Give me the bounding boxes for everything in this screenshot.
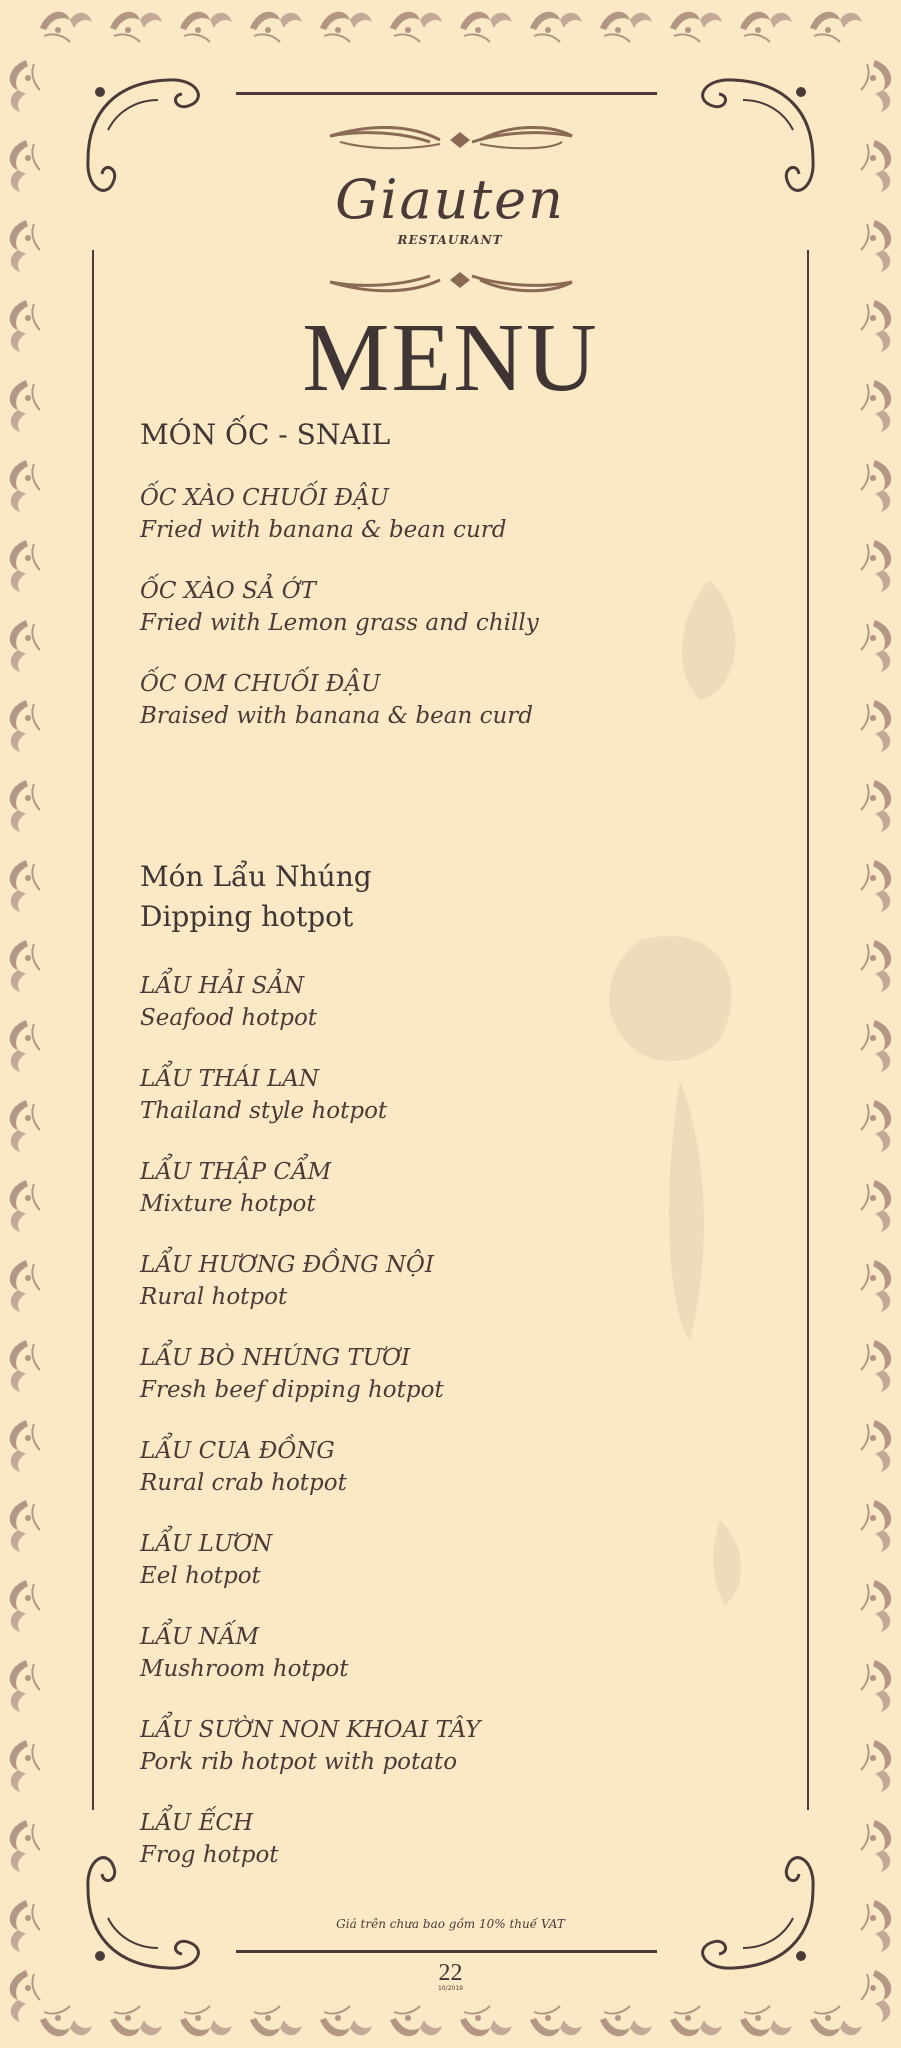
menu-item: [140, 1435, 800, 1499]
logo-top-flourish: [310, 120, 590, 160]
item-name-vi: LẨU LƯƠN: [140, 1531, 273, 1557]
menu-item: [140, 1807, 800, 1871]
top-frame-line: [236, 92, 657, 95]
section-heading-snail: [140, 415, 390, 455]
item-name-vi: LẨU THÁI LAN: [140, 1066, 319, 1092]
page-number: 22: [438, 1960, 463, 1986]
item-name-en: Braised with banana & bean curd: [140, 703, 533, 729]
item-name-vi: ỐC XÀO SẢ ỚT: [140, 578, 316, 604]
menu-item: [140, 1063, 800, 1127]
section-heading-line: Dipping hotpot: [140, 900, 354, 933]
item-name-vi: LẨU HƯƠNG ĐỒNG NỘI: [140, 1252, 434, 1278]
item-name-en: Mixture hotpot: [140, 1191, 316, 1217]
item-name-en: Thailand style hotpot: [140, 1098, 388, 1124]
menu-item: [140, 1528, 800, 1592]
logo-bottom-flourish: [310, 260, 590, 300]
menu-item: [140, 575, 800, 639]
right-frame-line: [807, 250, 809, 1810]
menu-title: MENU: [302, 304, 599, 412]
item-name-vi: LẨU HẢI SẢN: [140, 973, 305, 999]
item-name-en: Fried with banana & bean curd: [140, 517, 507, 543]
item-name-vi: LẨU ẾCH: [140, 1810, 254, 1836]
item-name-vi: LẨU THẬP CẨM: [140, 1159, 332, 1185]
item-name-vi: LẨU SƯỜN NON KHOAI TÂY: [140, 1717, 481, 1743]
item-name-en: Fresh beef dipping hotpot: [140, 1377, 444, 1403]
item-name-en: Eel hotpot: [140, 1563, 261, 1589]
item-name-vi: ỐC OM CHUỐI ĐẬU: [140, 671, 381, 697]
section-heading-line: Món Lẩu Nhúng: [140, 860, 372, 893]
menu-item: [140, 1621, 800, 1685]
item-name-vi: LẨU NẤM: [140, 1624, 259, 1650]
item-name-en: Seafood hotpot: [140, 1005, 318, 1031]
menu-item: [140, 970, 800, 1034]
logo-wordmark: Giauten: [335, 168, 565, 231]
item-name-en: Rural crab hotpot: [140, 1470, 347, 1496]
bottom-frame-line: [236, 1950, 657, 1953]
item-name-en: Fried with Lemon grass and chilly: [140, 610, 539, 636]
page-number-sub: 10/2019: [438, 1985, 463, 1992]
item-name-en: Frog hotpot: [140, 1842, 279, 1868]
menu-item: [140, 1342, 800, 1406]
item-name-en: Pork rib hotpot with potato: [140, 1749, 458, 1775]
restaurant-logo: [310, 120, 590, 300]
menu-item: [140, 1156, 800, 1220]
logo-subtitle: RESTAURANT: [397, 233, 503, 247]
item-name-vi: LẨU CUA ĐỒNG: [140, 1438, 335, 1464]
item-name-vi: ỐC XÀO CHUỐI ĐẬU: [140, 485, 389, 511]
menu-item: [140, 1714, 800, 1778]
menu-item: [140, 1249, 800, 1313]
menu-item: [140, 668, 800, 732]
item-name-en: Rural hotpot: [140, 1284, 288, 1310]
item-name-vi: LẨU BÒ NHÚNG TƯƠI: [140, 1345, 411, 1371]
section-heading-line: MÓN ỐC - SNAIL: [140, 418, 391, 451]
left-frame-line: [92, 250, 94, 1810]
section-heading-hotpot: [140, 857, 372, 937]
vat-footnote: Giá trên chưa bao gồm 10% thuế VAT: [336, 1917, 565, 1931]
item-name-en: Mushroom hotpot: [140, 1656, 349, 1682]
menu-item: [140, 482, 800, 546]
